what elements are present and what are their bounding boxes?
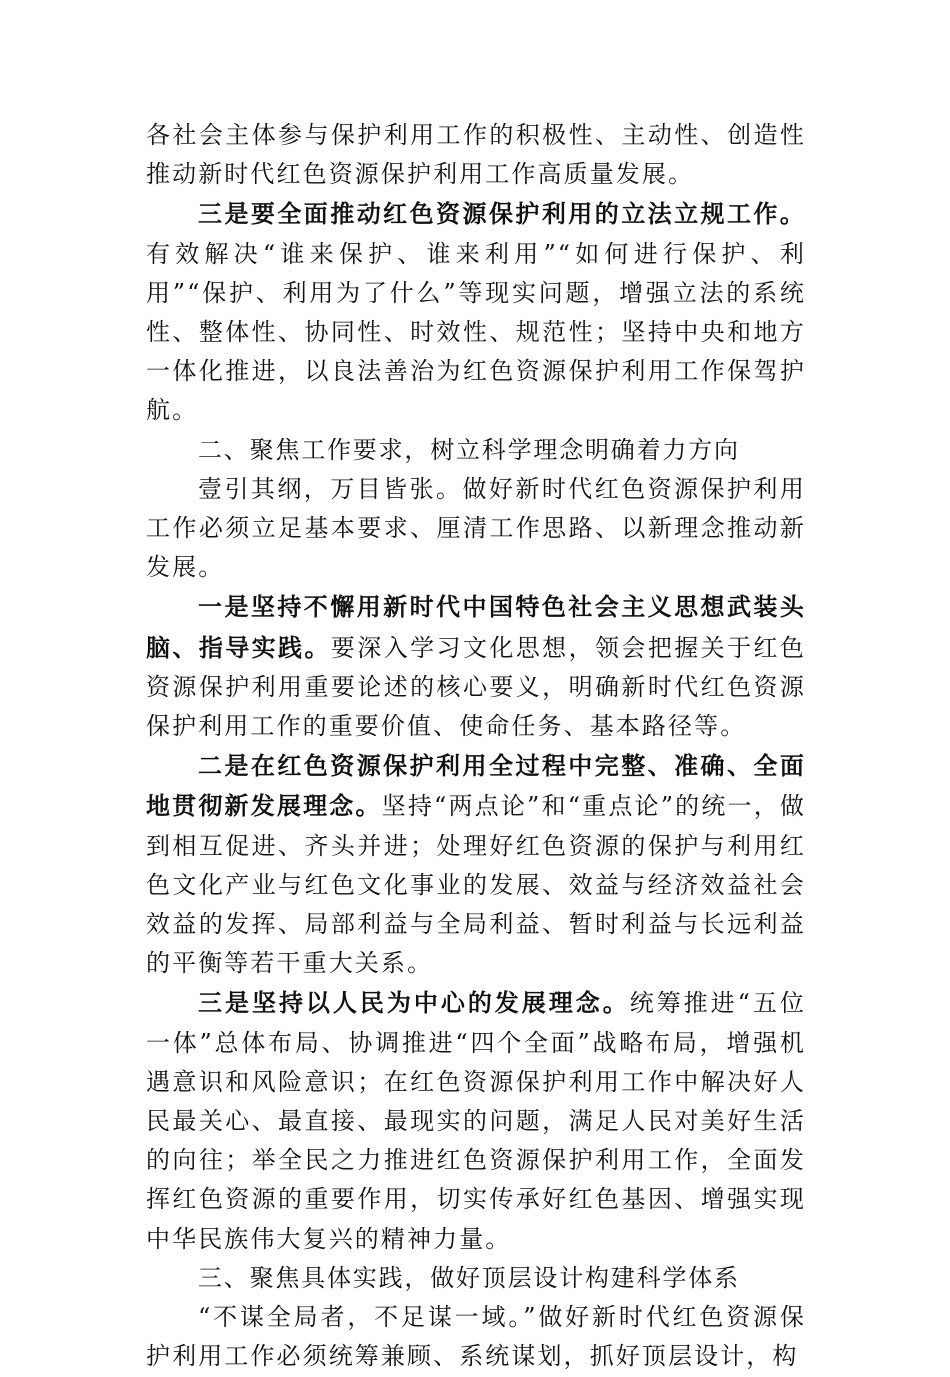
paragraph-text: 要深入学习文化思想，领会把握关于红色资源保护利用重要论述的核心要义，明确新时代红色资源保护利用工作的重要价值、使命任务、基本路径等。 — [146, 633, 806, 741]
paragraph-continuation — [146, 116, 806, 194]
section-heading-3: 三、聚焦具体实践，做好顶层设计构建科学体系 — [198, 1263, 740, 1292]
paragraph-quote — [146, 1298, 806, 1376]
paragraph-lead-bold: 一是坚持不懈用新时代中国特色社会主义思想武装头脑、指导实践。 — [146, 592, 806, 662]
paragraph-point-1 — [146, 587, 806, 746]
paragraph-point-2 — [146, 746, 806, 983]
paragraph-lead-bold: 三是坚持以人民为中心的发展理念。 — [198, 988, 630, 1018]
section-heading-2: 二、聚焦工作要求，树立科学理念明确着力方向 — [198, 435, 740, 464]
paragraph-legislation — [146, 194, 806, 430]
paragraph-text: “不谋全局者，不足谋一域。”做好新时代红色资源保护利用工作必须统筹兼顾、系统谋划，抓好顶层设计，构 — [146, 1303, 806, 1371]
paragraph-text: 壹引其纲，万目皆张。做好新时代红色资源保护利用工作必须立足基本要求、厘清工作思路、以新理念推动新发展。 — [146, 474, 806, 582]
paragraph-text: 各社会主体参与保护利用工作的积极性、主动性、创造性推动新时代红色资源保护利用工作高质量发展。 — [146, 121, 806, 189]
paragraph-lead-bold: 三是要全面推动红色资源保护利用的立法立规工作。 — [198, 199, 806, 229]
paragraph-lead-bold: 二是在红色资源保护利用全过程中完整、准确、全面地贯彻新发展理念。 — [146, 751, 806, 821]
paragraph-intro — [146, 470, 806, 588]
document-page — [146, 116, 806, 1377]
paragraph-text: 统筹推进“五位一体”总体布局、协调推进“四个全面”战略布局，增强机遇意识和风险意识；在红色资源保护利用工作中解决好人民最关心、最直接、最现实的问题，满足人民对美好生活的向往；举全民之力推进红色资源保护利用工作，全面发挥红色资源的重要作用，切实传承好红色基因、增强实现中华民族伟大复兴的精神力量。 — [146, 989, 806, 1253]
paragraph-text: 坚持“两点论”和“重点论”的统一，做到相互促进、齐头并进；处理好红色资源的保护与利用红色文化产业与红色文化事业的发展、效益与经济效益社会效益的发挥、局部利益与全局利益、暂时利益与长远利益的平衡等若干重大关系。 — [146, 792, 806, 978]
paragraph-point-3 — [146, 983, 806, 1258]
paragraph-text: 有效解决“谁来保护、谁来利用”“如何进行保护、利用”“保护、利用为了什么”等现实问题，增强立法的系统性、整体性、协同性、时效性、规范性；坚持中央和地方一体化推进，以良法善治为红色资源保护利用工作保驾护航。 — [146, 239, 806, 425]
